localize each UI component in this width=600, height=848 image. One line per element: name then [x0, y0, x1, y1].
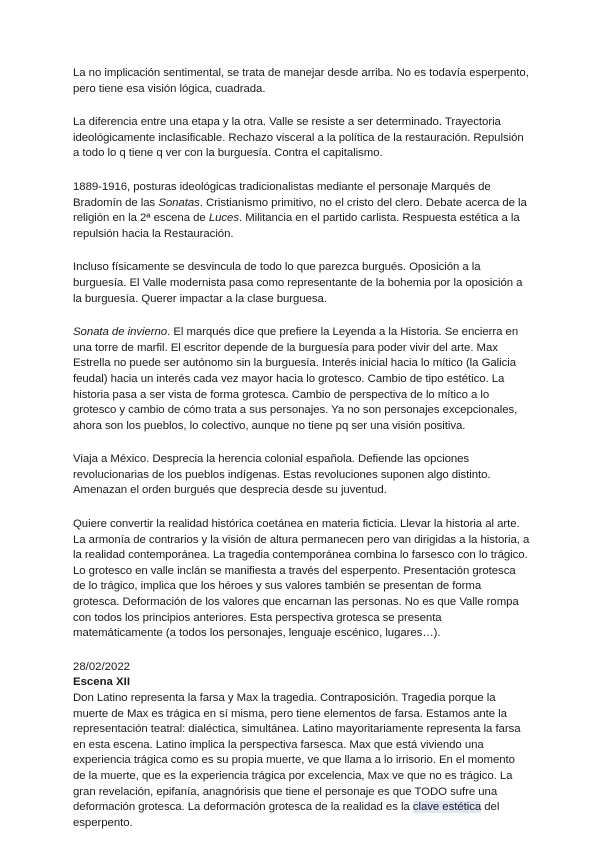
- text-run: 1889-1916, posturas ideológicas tradicionalistas mediante el personaje Marqués de Bradomín de las: [73, 180, 491, 209]
- text-selection-highlight[interactable]: clave estética: [412, 801, 482, 814]
- paragraph: La diferencia entre una etapa y la otra. Valle se resiste a ser determinado. Trayectoria ideológicamente inclasificable. Rechazo visceral a la política de la restauración. Repulsión a todo lo q tiene q ver con la burguesía. Contra el capitalismo.: [73, 116, 524, 160]
- italic-title: Sonatas: [158, 196, 200, 209]
- paragraph: [73, 180, 530, 242]
- text-run: . El marqués dice que prefiere la Leyenda a la Historia. Se encierra en una torre de marfil. El escritor depende de la burguesía para poder vivir del arte. Max Estrella no puede ser autónomo sin la burguesía. Interés inicial hacia lo mítico (la Galicia feudal) hacia un interés cada vez mayor hacia lo grotesco. Cambio de tipo estético. La historia pasa a ser vista de forma grotesca. Cambio de perspectiva de lo mítico a lo grotesco y cambio de cómo trata a sus personajes. Ya no son personajes excepcionales, ahora son los pueblos, lo colectivo, aunque no tiene pq ser una visión positiva.: [73, 326, 519, 432]
- text-run: . Cristianismo primitivo, no el cristo del clero. Debate acerca de la religión en la 2ª escena de: [73, 196, 527, 225]
- paragraph: [73, 691, 530, 831]
- date-label: 28/02/2022: [73, 660, 131, 673]
- paragraph: Incluso físicamente se desvincula de todo lo que parezca burgués. Oposición a la burguesía. El Valle modernista pasa como representante de la bohemia por la oposición a la burguesía. Querer impactar a la clase burguesa.: [73, 261, 523, 305]
- italic-title: Luces: [208, 212, 239, 225]
- text-run: Don Latino representa la farsa y Max la tragedia. Contraposición. Tragedia porque la muerte de Max es trágica en sí misma, pero tiene elementos de farsa. Estamos ante la representación teatral: dialéctica, simultánea. Latino mayoritariamente representa la farsa en esta escena. Latino implica la perspectiva farsesca. Max que está viviendo una experiencia trágica como es su propia muerte, ve que llama a lo irrisorio. En el momento de la muerte, que es la experiencia trágica por excelencia, Max ve que no es trágico. La gran revelación, epifanía, anagnórisis que tiene el personaje es que TODO sufre una deformación grotesca. La deformación grotesca de la realidad es la: [73, 692, 521, 814]
- section-heading: Escena XII: [73, 676, 130, 689]
- text-run: del esperpento.: [73, 801, 500, 829]
- paragraph: Quiere convertir la realidad histórica coetánea en materia ficticia. Llevar la historia al arte. La armonía de contrarios y la visión de altura permanecen pero van dirigidas a la historia, a la realidad contemporánea. La tragedia contemporánea combina lo farsesco con lo trágico. Lo grotesco en valle inclán se manifiesta a través del esperpento. Presentación grotesca de lo trágico, implica que los héroes y sus valores también se presentan de forma grotesca. Deformación de los valores que encarnan las personas. No es que Valle rompa con todos los principios anteriores. Esta perspectiva grotesca se presenta matemáticamente (a todos los personajes, lenguaje escénico, lugares…).: [73, 518, 530, 640]
- paragraph: [73, 325, 530, 434]
- paragraph: La no implicación sentimental, se trata de manejar desde arriba. No es todavía esperpento, pero tiene esa visión lógica, cuadrada.: [73, 67, 529, 95]
- text-run: . Militancia en el partido carlista. Respuesta estética a la repulsión hacia la Restauración.: [73, 212, 520, 240]
- paragraph: Viaja a México. Desprecia la herencia colonial española. Defiende las opciones revolucionarias de los pueblos indígenas. Estas revoluciones suponen algo distinto. Amenazan el orden burgués que desprecia desde su juventud.: [73, 453, 491, 497]
- italic-title: Sonata de invierno: [73, 326, 168, 339]
